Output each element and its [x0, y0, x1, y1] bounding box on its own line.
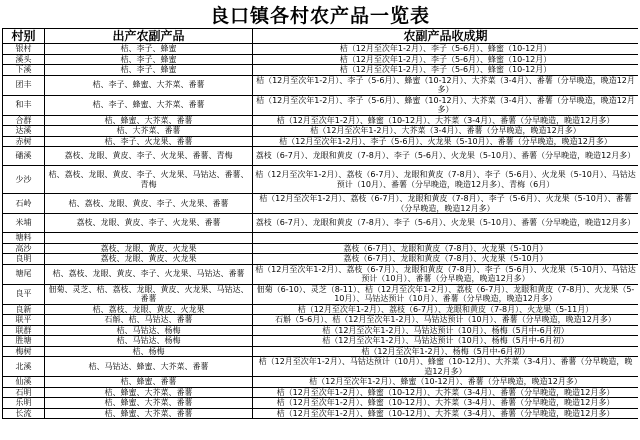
table-row	[3, 115, 639, 126]
table-row	[3, 65, 639, 76]
village-cell: 良平	[3, 284, 45, 304]
table-row	[3, 254, 639, 265]
village-cell: 石岭	[3, 194, 45, 214]
table-row	[3, 126, 639, 137]
products-cell: 桔、李子、蜂蜜	[45, 65, 253, 76]
table-row	[3, 377, 639, 388]
table-container	[2, 28, 638, 440]
harvest-cell: 桔（12月至次年1-2月）、荔枝（6-7月）、龙眼和黄皮（7-8月）、李子（5-6月）、火龙果（5-10月）、马钴达预计（10月）、番薯（分早晚造，晚造12月多）	[253, 264, 639, 284]
village-cell: 高沙	[3, 243, 45, 254]
harvest-cell: 桔（12月至次年1-2月）、蜂蜜（10-12月）、大芥菜（3-4月）、番薯（分早晚造，晚造12月多）	[253, 398, 639, 409]
products-cell: 荔枝、龙眼、黄皮、火龙果	[45, 254, 253, 265]
products-cell: 桔、李子、蜂蜜	[45, 54, 253, 65]
table-row	[3, 325, 639, 336]
village-cell: 胜塘	[3, 336, 45, 347]
village-cell: 磻溪	[3, 147, 45, 166]
harvest-cell: 桔（12月至次年1-2月）、李子（5-6月）、蜂蜜（10-12月）、大芥菜（3-4月）、番薯（分早晚造，晚造12月多）	[253, 75, 639, 95]
harvest-cell: 桔（12月至次年1-2月）、李子（5-6月）、蜂蜜（10-12月）	[253, 54, 639, 65]
products-cell: 荔枝、龙眼、黄皮、火龙果	[45, 243, 253, 254]
village-cell: 溪头	[3, 54, 45, 65]
products-cell: 桔、荔枝、龙眼、黄皮、李子、火龙果、马钴达、番薯、青梅	[45, 166, 253, 194]
village-cell: 长流	[3, 408, 45, 419]
products-cell: 桔、马钴达、杨梅	[45, 336, 253, 347]
village-cell: 和丰	[3, 95, 45, 115]
table-row	[3, 233, 639, 244]
village-cell: 石明	[3, 387, 45, 398]
harvest-cell: 荔枝（6-7月）、龙眼和黄皮（7-8月）、火龙果（5-10月）	[253, 243, 639, 254]
village-cell: 联平	[3, 315, 45, 326]
header-row	[3, 29, 639, 44]
village-cell: 塘尾	[3, 264, 45, 284]
village-cell: 联群	[3, 325, 45, 336]
table-row	[3, 243, 639, 254]
products-cell: 桔、荔枝、龙眼、黄皮、李子、火龙果、马钴达、番薯	[45, 264, 253, 284]
harvest-cell: 桔（12月至次年1-2月）、马钴达预计（10月）、杨梅（5月中-6月初）	[253, 336, 639, 347]
village-cell: 下溪	[3, 65, 45, 76]
products-cell: 桔、李子、火龙果、番薯	[45, 136, 253, 147]
products-cell: 桔、蜂蜜、番薯	[45, 377, 253, 388]
document-title: 良口镇各村农产品一览表	[209, 5, 430, 27]
village-cell: 米埔	[3, 214, 45, 233]
harvest-cell: 桔（12月至次年1-2月）、荔枝（6-7月）、龙眼和黄皮（7-8月）、李子（5-6月）、火龙果（5-10月）、马钴达预计（10月）、番薯（分早晚造，晚造12月多）、青梅（6月）	[253, 166, 639, 194]
harvest-cell: 荔枝（6-7月）、龙眼和黄皮（7-8月）、李子（5-6月）、火龙果（5-10月）、番薯（分早晚造，晚造12月多）	[253, 214, 639, 233]
table-row	[3, 346, 639, 357]
table-row	[3, 398, 639, 409]
table-row	[3, 357, 639, 377]
header-harvest: 农副产品收成期	[253, 29, 639, 44]
products-cell: 桔、蜂蜜、大芥菜、番薯	[45, 398, 253, 409]
table-row	[3, 284, 639, 304]
products-cell: 桔、李子、蜂蜜、大芥菜、番薯	[45, 75, 253, 95]
table-row	[3, 214, 639, 233]
table-row	[3, 147, 639, 166]
harvest-cell: 桔（12月至次年1-2月）、杨梅（5月中-6月初）	[253, 346, 639, 357]
harvest-cell: 桔（12月至次年1-2月）、大芥菜（3-4月）、番薯（分早晚造，晚造12月多）	[253, 126, 639, 137]
products-cell: 荔枝、龙眼、黄皮、李子、火龙果、番薯	[45, 214, 253, 233]
harvest-cell: 桔（12月至次年1-2月）、李子（5-6月）、蜂蜜（10-12月）、大芥菜（3-4月）、番薯（分早晚造，晚造12月多）	[253, 95, 639, 115]
harvest-cell: 佃菊（6-10）、灵芝（8-11）、桔（12月至次年1-2月）、荔枝（6-7月）、龙眼和黄皮（7-8月）、火龙果（5-10月）、马钴达预计（10月）、番薯（分早晚造，晚造12月多）	[253, 284, 639, 304]
products-cell: 桔、蜂蜜、大芥菜、番薯	[45, 115, 253, 126]
village-cell: 梅树	[3, 346, 45, 357]
village-cell: 团丰	[3, 75, 45, 95]
village-cell: 赤树	[3, 136, 45, 147]
table-row	[3, 75, 639, 95]
header-products: 出产农副产品	[45, 29, 253, 44]
products-cell: 石斛、桔、马钴达、番薯	[45, 315, 253, 326]
village-cell: 仙溪	[3, 377, 45, 388]
table-row	[3, 194, 639, 214]
products-cell	[45, 233, 253, 244]
harvest-cell: 桔（12月至次年1-2月）、荔枝（6-7月）、龙眼和黄皮（7-8月）、火龙果（5-11月）	[253, 304, 639, 315]
products-cell: 桔、荔枝、龙眼、黄皮、火龙果	[45, 304, 253, 315]
harvest-cell: 桔（12月至次年1-2月）、李子（5-6月）、火龙果（5-10月）、番薯（分早晚造，晚造12月多）	[253, 136, 639, 147]
harvest-cell: 桔（12月至次年1-2月）、蜂蜜（10-12月）、大芥菜（3-4月）、番薯（分早晚造，晚造12月多）	[253, 387, 639, 398]
harvest-cell: 荔枝（6-7月）、龙眼和黄皮（7-8月）、李子（5-6月）、火龙果（5-10月）、番薯（分早晚造，晚造12月多）	[253, 147, 639, 166]
table-row	[3, 408, 639, 419]
harvest-cell: 桔（12月至次年1-2月）、马钴达预计（10月）、杨梅（5月中-6月初）	[253, 325, 639, 336]
products-cell: 桔、马钴达、蜂蜜、大芥菜、番薯	[45, 357, 253, 377]
products-cell: 桔、马钴达、杨梅	[45, 325, 253, 336]
village-cell: 银村	[3, 44, 45, 55]
products-cell: 桔、蜂蜜、大芥菜、番薯	[45, 387, 253, 398]
table-row	[3, 44, 639, 55]
table-row	[3, 166, 639, 194]
harvest-cell: 桔（12月至次年1-2月）、蜂蜜（10-12月）、大芥菜（3-4月）、番薯（分早晚造，晚造12月多）	[253, 408, 639, 419]
table-body	[3, 44, 639, 419]
table-row	[3, 264, 639, 284]
products-cell: 桔、杨梅	[45, 346, 253, 357]
harvest-cell: 桔（12月至次年1-2月）、蜂蜜（10-12月）、大芥菜（3-4月）、番薯（分早晚造，晚造12月多）	[253, 115, 639, 126]
products-cell: 佃菊、灵芝、桔、荔枝、龙眼、黄皮、火龙果、马钴达、番薯	[45, 284, 253, 304]
village-cell: 北溪	[3, 357, 45, 377]
harvest-cell: 桔（12月至次年1-2月）、蜂蜜（10-12月）、番薯（分早晚造，晚造12月多）	[253, 377, 639, 388]
village-cell: 良明	[3, 254, 45, 265]
harvest-cell: 荔枝（6-7月）、龙眼和黄皮（7-8月）、火龙果（5-10月）	[253, 254, 639, 265]
harvest-cell: 桔（12月至次年1-2月）、李子（5-6月）、蜂蜜（10-12月）	[253, 44, 639, 55]
table-row	[3, 387, 639, 398]
table-row	[3, 54, 639, 65]
harvest-cell: 桔（12月至次年1-2月）、李子（5-6月）、蜂蜜（10-12月）	[253, 65, 639, 76]
products-cell: 桔、大芥菜、番薯	[45, 126, 253, 137]
harvest-cell: 石斛（5-6月）、桔（12月至次年1-2月）、马钴达预计（10月）、番薯（分早晚造，晚造12月多）	[253, 315, 639, 326]
products-cell: 桔、李子、蜂蜜	[45, 44, 253, 55]
village-cell: 乐明	[3, 398, 45, 409]
village-cell: 合群	[3, 115, 45, 126]
village-products-table	[2, 28, 638, 419]
village-cell: 塘料	[3, 233, 45, 244]
table-row	[3, 336, 639, 347]
table-row	[3, 304, 639, 315]
header-village: 村别	[3, 29, 45, 44]
table-row	[3, 315, 639, 326]
harvest-cell: 桔（12月至次年1-2月）、荔枝（6-7月）、龙眼和黄皮（7-8月）、李子（5-6月）、火龙果（5-10月）、番薯（分早晚造，晚造12月多）	[253, 194, 639, 214]
products-cell: 荔枝、龙眼、黄皮、李子、火龙果、番薯、青梅	[45, 147, 253, 166]
village-cell: 达溪	[3, 126, 45, 137]
village-cell: 少沙	[3, 166, 45, 194]
harvest-cell: 桔（12月至次年1-2月）、马钴达预计（10月）、蜂蜜（10-12月）、大芥菜（3-4月）、番薯（分早晚造，晚造12月多）	[253, 357, 639, 377]
products-cell: 桔、李子、蜂蜜、大芥菜、番薯	[45, 95, 253, 115]
products-cell: 桔、蜂蜜、大芥菜、番薯	[45, 408, 253, 419]
table-row	[3, 95, 639, 115]
table-row	[3, 136, 639, 147]
products-cell: 桔、荔枝、龙眼、黄皮、李子、火龙果、番薯	[45, 194, 253, 214]
harvest-cell	[253, 233, 639, 244]
village-cell: 良新	[3, 304, 45, 315]
